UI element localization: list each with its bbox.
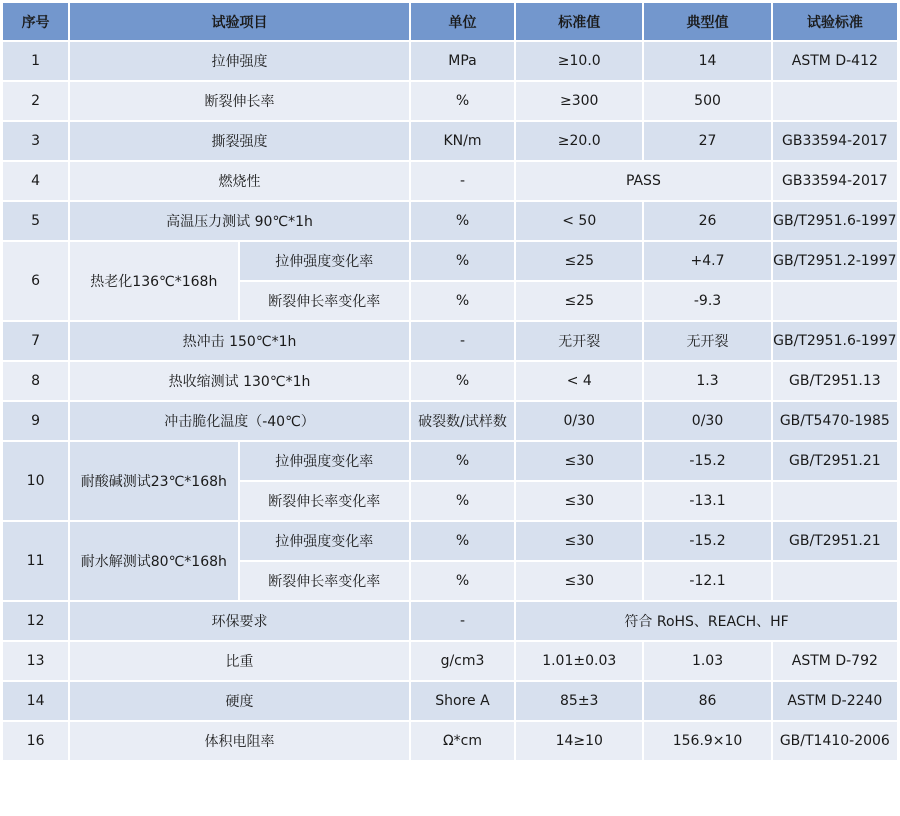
header-typical-value: 典型值 (644, 3, 770, 40)
cell-standard-value: < 50 (516, 202, 642, 240)
cell-standard-value: 85±3 (516, 682, 642, 720)
header-unit: 单位 (411, 3, 514, 40)
cell-standard-value: ≤30 (516, 522, 642, 560)
cell-group: 耐水解测试80℃*168h (70, 522, 237, 600)
cell-test-standard: GB/T2951.21 (773, 522, 897, 560)
table-row (3, 122, 897, 160)
cell-typical-value: -12.1 (644, 562, 770, 600)
cell-standard-value: 14≥10 (516, 722, 642, 760)
cell-item: 热收缩测试 130℃*1h (70, 362, 409, 400)
cell-sub-item: 拉伸强度变化率 (240, 242, 409, 280)
cell-merged-value: 符合 RoHS、REACH、HF (516, 602, 897, 640)
cell-test-standard: GB/T2951.2-1997 (773, 242, 897, 280)
cell-standard-value: 无开裂 (516, 322, 642, 360)
cell-no: 2 (3, 82, 68, 120)
cell-item: 撕裂强度 (70, 122, 409, 160)
cell-typical-value: 500 (644, 82, 770, 120)
cell-group: 耐酸碱测试23℃*168h (70, 442, 237, 520)
table-row (3, 242, 897, 280)
cell-unit: % (411, 362, 514, 400)
cell-item: 热冲击 150℃*1h (70, 322, 409, 360)
table-row (3, 82, 897, 120)
cell-unit: 破裂数/试样数 (411, 402, 514, 440)
cell-sub-item: 拉伸强度变化率 (240, 522, 409, 560)
table-row (3, 522, 897, 560)
cell-test-standard (773, 482, 897, 520)
cell-standard-value: ≤30 (516, 482, 642, 520)
table-row (3, 682, 897, 720)
cell-unit: % (411, 482, 514, 520)
cell-test-standard: GB/T2951.13 (773, 362, 897, 400)
cell-sub-item: 断裂伸长率变化率 (240, 562, 409, 600)
cell-no: 11 (3, 522, 68, 600)
cell-unit: % (411, 562, 514, 600)
cell-test-standard: GB33594-2017 (773, 122, 897, 160)
cell-typical-value: -13.1 (644, 482, 770, 520)
cell-sub-item: 拉伸强度变化率 (240, 442, 409, 480)
cell-unit: MPa (411, 42, 514, 80)
table-row (3, 362, 897, 400)
cell-test-standard (773, 282, 897, 320)
cell-typical-value: -15.2 (644, 522, 770, 560)
cell-typical-value: -15.2 (644, 442, 770, 480)
cell-test-standard: GB/T2951.6-1997 (773, 322, 897, 360)
cell-standard-value: ≤25 (516, 282, 642, 320)
header-row (3, 3, 897, 40)
cell-unit: - (411, 322, 514, 360)
cell-test-standard: GB33594-2017 (773, 162, 897, 200)
cell-no: 10 (3, 442, 68, 520)
cell-standard-value: ≥20.0 (516, 122, 642, 160)
table-row (3, 442, 897, 480)
cell-unit: % (411, 82, 514, 120)
cell-no: 5 (3, 202, 68, 240)
cell-standard-value: ≥10.0 (516, 42, 642, 80)
cell-item: 拉伸强度 (70, 42, 409, 80)
cell-item: 冲击脆化温度（-40℃） (70, 402, 409, 440)
cell-standard-value: 0/30 (516, 402, 642, 440)
table-row (3, 42, 897, 80)
table-row (3, 642, 897, 680)
cell-unit: % (411, 242, 514, 280)
cell-no: 1 (3, 42, 68, 80)
cell-test-standard: ASTM D-2240 (773, 682, 897, 720)
cell-test-standard (773, 562, 897, 600)
cell-no: 3 (3, 122, 68, 160)
cell-no: 13 (3, 642, 68, 680)
header-test-standard: 试验标准 (773, 3, 897, 40)
cell-item: 环保要求 (70, 602, 409, 640)
table-row (3, 722, 897, 760)
cell-unit: g/cm3 (411, 642, 514, 680)
cell-unit: KN/m (411, 122, 514, 160)
cell-typical-value: 27 (644, 122, 770, 160)
cell-standard-value: ≤25 (516, 242, 642, 280)
cell-test-standard: GB/T5470-1985 (773, 402, 897, 440)
cell-typical-value: -9.3 (644, 282, 770, 320)
cell-typical-value: 86 (644, 682, 770, 720)
cell-test-standard: GB/T2951.21 (773, 442, 897, 480)
cell-typical-value: 14 (644, 42, 770, 80)
cell-standard-value: ≤30 (516, 442, 642, 480)
spec-table (1, 1, 899, 762)
cell-unit: Shore A (411, 682, 514, 720)
header-item: 试验项目 (70, 3, 409, 40)
cell-unit: - (411, 602, 514, 640)
cell-no: 6 (3, 242, 68, 320)
cell-no: 12 (3, 602, 68, 640)
cell-item: 高温压力测试 90℃*1h (70, 202, 409, 240)
cell-typical-value: 156.9×10 (644, 722, 770, 760)
cell-test-standard: ASTM D-412 (773, 42, 897, 80)
cell-item: 硬度 (70, 682, 409, 720)
cell-typical-value: +4.7 (644, 242, 770, 280)
cell-no: 14 (3, 682, 68, 720)
cell-sub-item: 断裂伸长率变化率 (240, 482, 409, 520)
cell-no: 7 (3, 322, 68, 360)
cell-standard-value: ≤30 (516, 562, 642, 600)
cell-no: 9 (3, 402, 68, 440)
table-row (3, 402, 897, 440)
cell-test-standard: GB/T1410-2006 (773, 722, 897, 760)
cell-typical-value: 无开裂 (644, 322, 770, 360)
cell-test-standard: ASTM D-792 (773, 642, 897, 680)
cell-typical-value: 1.3 (644, 362, 770, 400)
cell-typical-value: 26 (644, 202, 770, 240)
cell-item: 燃烧性 (70, 162, 409, 200)
cell-unit: % (411, 522, 514, 560)
table-row (3, 322, 897, 360)
cell-no: 16 (3, 722, 68, 760)
cell-item: 体积电阻率 (70, 722, 409, 760)
cell-test-standard: GB/T2951.6-1997 (773, 202, 897, 240)
table-row (3, 602, 897, 640)
cell-standard-value: 1.01±0.03 (516, 642, 642, 680)
cell-unit: % (411, 442, 514, 480)
cell-unit: % (411, 282, 514, 320)
cell-item: 比重 (70, 642, 409, 680)
cell-merged-value: PASS (516, 162, 771, 200)
table-row (3, 202, 897, 240)
cell-item: 断裂伸长率 (70, 82, 409, 120)
cell-sub-item: 断裂伸长率变化率 (240, 282, 409, 320)
cell-test-standard (773, 82, 897, 120)
cell-no: 8 (3, 362, 68, 400)
cell-unit: % (411, 202, 514, 240)
cell-no: 4 (3, 162, 68, 200)
header-standard-value: 标准值 (516, 3, 642, 40)
cell-typical-value: 0/30 (644, 402, 770, 440)
cell-standard-value: < 4 (516, 362, 642, 400)
cell-typical-value: 1.03 (644, 642, 770, 680)
table-row (3, 162, 897, 200)
cell-standard-value: ≥300 (516, 82, 642, 120)
cell-group: 热老化136℃*168h (70, 242, 237, 320)
cell-unit: Ω*cm (411, 722, 514, 760)
cell-unit: - (411, 162, 514, 200)
header-no: 序号 (3, 3, 68, 40)
